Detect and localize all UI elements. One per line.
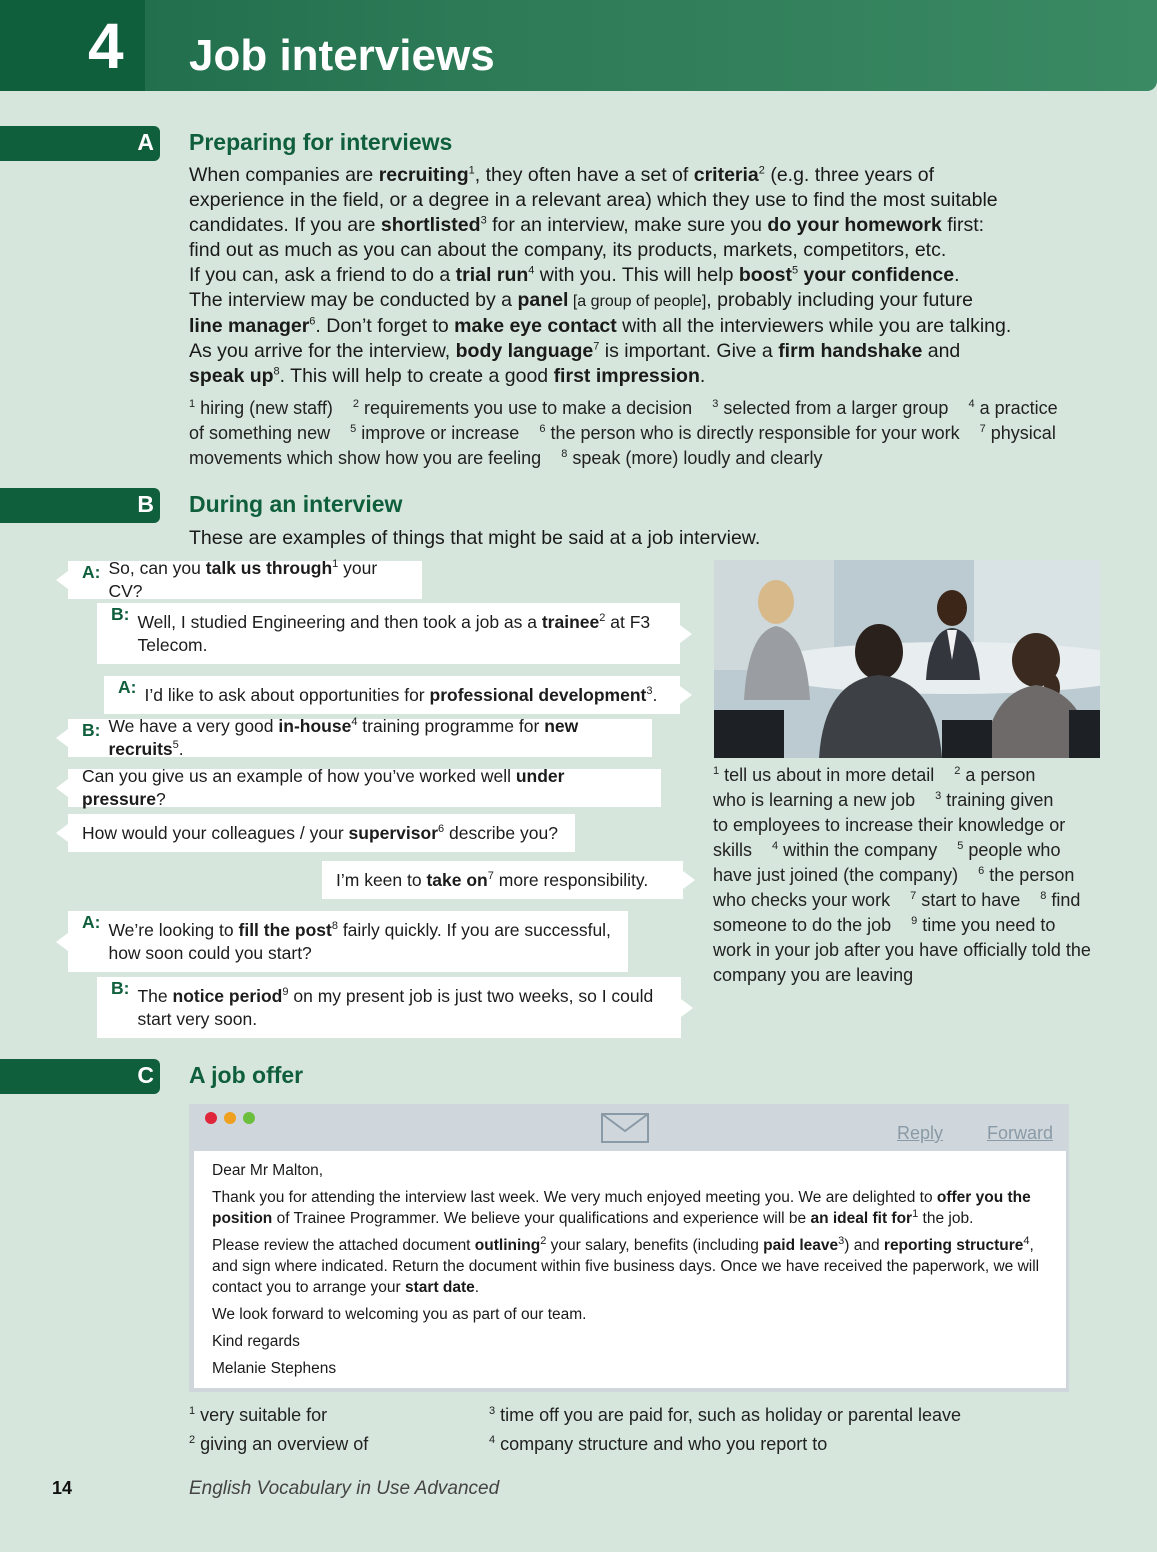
maximize-dot[interactable] <box>243 1112 255 1124</box>
page-number: 14 <box>52 1478 73 1498</box>
email-body <box>194 1151 1066 1388</box>
section-tab-c <box>0 1059 160 1094</box>
close-dot[interactable] <box>205 1112 217 1124</box>
dialogue-bubble: A: We’re looking to fill the post$^8$ fairly quickly. If you are successful, how soon could you start? <box>68 911 628 972</box>
dialogue-bubble: How would your colleagues / your supervisor$^6$ describe you? <box>68 814 575 852</box>
dialogue-bubble: I’m keen to take $on^7$ more responsibility. <box>322 861 683 899</box>
minimize-dot[interactable] <box>224 1112 236 1124</box>
section-letter-b: B <box>137 491 154 517</box>
section-letter-a: A <box>137 129 154 155</box>
email-window <box>189 1104 1069 1392</box>
envelope-icon <box>601 1113 649 1148</box>
section-c-glossary-left: $^1$ very suitable for $^2$ giving an overview of <box>189 1405 369 1454</box>
email-signature: Melanie Stephens <box>212 1360 337 1377</box>
section-title-a: Preparing for interviews <box>189 129 453 155</box>
dialogue-bubble: B: The notice period$^9$ on my present job is just two weeks, so I could start very soon. <box>97 977 681 1038</box>
book-title: English Vocabulary in Use Advanced <box>189 1478 500 1499</box>
email-signoff: Kind regards <box>212 1333 300 1350</box>
email-paragraph: Please review the attached document outlining$^2$ your salary, benefits (including paid leave$^3$) and reporting structure$^4$, and sign where indicated. Return the document within five business days. Once we have received the paperwork, we will contact you to arrange your start date. <box>212 1234 1040 1296</box>
email-paragraph: Thank you for attending the interview last week. We very much enjoyed meeting you. We are delighted to offer you the position of Trainee Programmer. We believe your qualifications and experience will be an ideal fit for$^1$ the job. <box>212 1189 1031 1227</box>
forward-link[interactable]: Forward <box>987 1123 1054 1143</box>
email-greeting: Dear Mr Malton, <box>212 1162 324 1179</box>
dialogue-bubble: Can you give us an example of how you’ve worked well under pressure? <box>68 769 661 807</box>
unit-number: 4 <box>88 10 124 82</box>
dialogue-bubble: B: We have a very good in-house$^4$ training programme for new recruits$^5$. <box>68 719 652 757</box>
section-b-intro: These are examples of things that might be said at a job interview. <box>189 527 761 549</box>
email-paragraph: We look forward to welcoming you as part of our team. <box>212 1306 587 1323</box>
dialogue-bubble: A: I’d like to ask about opportunities for professional development$^3$. <box>104 676 680 714</box>
section-tab-a <box>0 126 160 161</box>
section-title-b: During an interview <box>189 491 403 517</box>
dialogue-bubble: B: Well, I studied Engineering and then took a job as a trainee$^2$ at F3 Telecom. <box>97 603 680 664</box>
window-controls <box>205 1112 255 1124</box>
reply-link[interactable]: Reply <box>897 1123 944 1143</box>
dialogue-bubble: A: So, can you talk us through$^1$ your CV? <box>68 561 422 599</box>
interview-photo <box>714 560 1100 758</box>
interview-illustration <box>714 560 1100 758</box>
section-a-glossary: $^1$ hiring (new staff) $^2$ requirements you use to make a decision $^3$ selected from a larger group $^4$ a practice of something new $^5$ improve or increase $^6$ the person who is directly responsible for your work $^7$ physical movements which show how you are feeling $^8$ speak (more) loudly and clearly <box>189 398 1058 468</box>
section-letter-c: C <box>137 1062 154 1088</box>
section-c-glossary-right: $^3$ time off you are paid for, such as holiday or parental leave $^4$ company structure and who you report to <box>489 1405 962 1454</box>
section-tab-b <box>0 488 160 523</box>
section-b-glossary: $^1$ tell us about in more detail $^2$ a person who is learning a new job $^3$ training given to employees to increase their knowledge or skills $^4$ within the company $^5$ people who have just joined (the company) $^6$ the person who checks your work $^7$ start to have $^8$ find someone to do the job $^9$ time you need to work in your job after you have officially told the company you are leaving <box>713 765 1091 985</box>
section-a-paragraph: When companies are recruiting$^1$, they often have a set of criteria$^2$ (e.g. three years of experience in the field, or a degree in a relevant area) which they use to find the most suitable candidates. If you are shortlisted$^3$ for an interview, make sure you do your homework first: find out as much as you can about the company, its products, markets, competitors, etc. If you can, ask a friend to do a trial run$^4$ with you. This will help boost$^5$ your confidence. The interview may be conducted by a panel [a group of people], probably including your future line manager$^6$. Don’t forget to make eye contact with all the interviewers while you are talking. As you arrive for the interview, body language$^7$ is important. Give a firm handshake and speak $up^8$. This will help to create a good first impression. <box>189 164 1012 387</box>
unit-header <box>0 0 1157 91</box>
section-title-c: A job offer <box>189 1062 304 1088</box>
page-title: Job interviews <box>189 31 495 80</box>
